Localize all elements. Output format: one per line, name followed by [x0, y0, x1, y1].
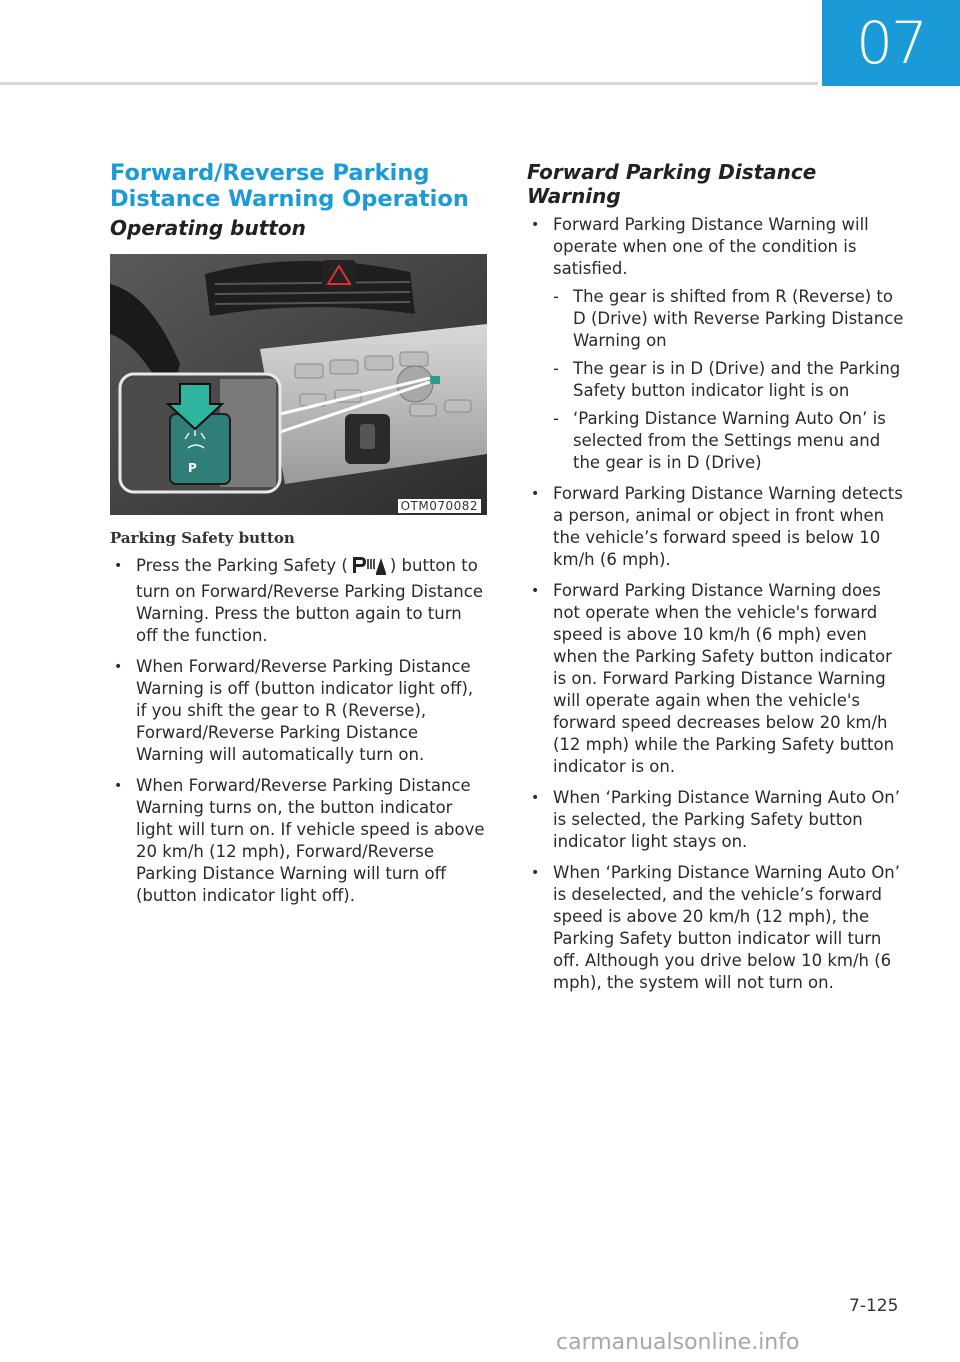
- svg-text:P: P: [188, 461, 197, 475]
- right-column: [527, 160, 905, 1003]
- list-item: [527, 214, 905, 474]
- parking-safety-icon: [351, 555, 387, 581]
- left-column: [110, 160, 488, 916]
- header-rule: [0, 82, 818, 85]
- list-item: • When Forward/Reverse Parking Distance Warning is off (button indicator light off), if you shift the gear to R (Reverse), Forward/Reverse Parking Distance Warning will automatically turn on.: [110, 656, 488, 766]
- chapter-tab: 07: [822, 0, 960, 86]
- list-item: • Forward Parking Distance Warning detects a person, animal or object in front when the vehicle’s forward speed is below 10 km/h (6 mph).: [527, 483, 905, 571]
- sub-list-item: - ‘Parking Distance Warning Auto On’ is selected from the Settings menu and the gear is in D (Drive): [553, 408, 905, 474]
- bullet-text-before-icon: Press the Parking Safety (: [136, 556, 348, 575]
- condition-sublist: [553, 286, 905, 474]
- list-item: • When Forward/Reverse Parking Distance Warning turns on, the button indicator light will turn on. If vehicle speed is above 20 km/h (12 mph), Forward/Reverse Parking Distance Warning will turn off (button indicator light off).: [110, 775, 488, 907]
- figure-code: OTM070082: [398, 499, 481, 513]
- list-item: • When ‘Parking Distance Warning Auto On’ is selected, the Parking Safety button indicator light stays on.: [527, 787, 905, 853]
- watermark: carmanualsonline.info: [556, 1330, 800, 1355]
- forward-warning-subtitle: Forward Parking Distance Warning: [527, 160, 817, 208]
- page-number: 7-125: [849, 1296, 899, 1316]
- bullet-text-after-icon: ) button to turn on Forward/Reverse Parking Distance Warning. Press the button again to turn off the function.: [136, 556, 483, 645]
- list-item: [110, 555, 488, 647]
- list-item: • When ‘Parking Distance Warning Auto On’ is deselected, and the vehicle’s forward speed is above 20 km/h (12 mph), the Parking Safety button indicator will turn off. Although you drive below 10 km/h (6 mph), the system will not turn on.: [527, 862, 905, 994]
- left-bullet-list: [110, 555, 488, 907]
- right-bullet-list: [527, 214, 905, 994]
- list-item: • Forward Parking Distance Warning does not operate when the vehicle's forward speed is above 10 km/h (6 mph) even when the Parking Safety button indicator is on. Forward Parking Distance Warning will operate again when the vehicle's forward speed decreases below 20 km/h (12 mph) while the Parking Safety button indicator is on.: [527, 580, 905, 778]
- dashboard-figure: [110, 254, 487, 515]
- sub-list-item: - The gear is in D (Drive) and the Parking Safety button indicator light is on: [553, 358, 905, 402]
- figure-caption: Parking Safety button: [110, 529, 295, 547]
- operating-button-subtitle: Operating button: [110, 216, 306, 240]
- dashboard-illustration: [110, 254, 487, 515]
- section-title: Forward/Reverse Parking Distance Warning Operation: [110, 160, 469, 212]
- sub-list-item: - The gear is shifted from R (Reverse) to D (Drive) with Reverse Parking Distance Warning on: [553, 286, 905, 352]
- bullet-text: Forward Parking Distance Warning will operate when one of the condition is satisfied.: [553, 215, 869, 278]
